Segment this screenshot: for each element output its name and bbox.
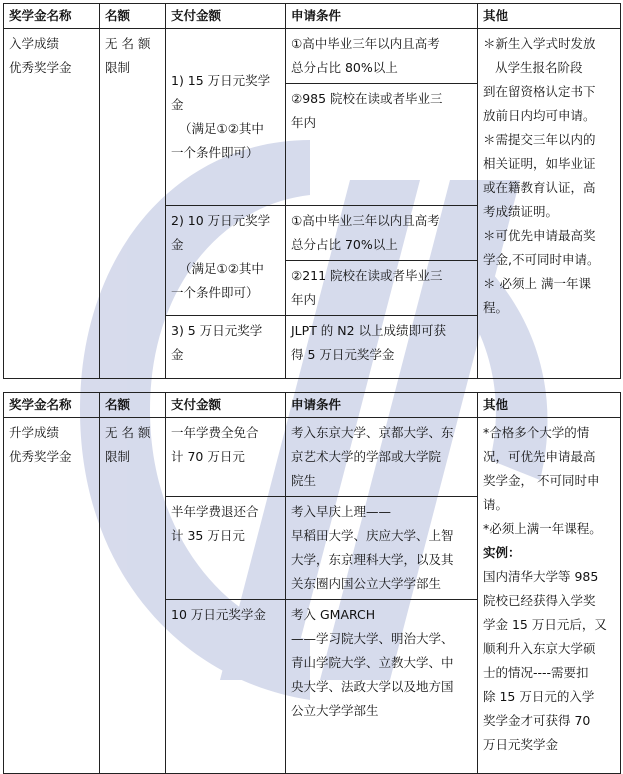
other-notes-cell: [478, 29, 621, 379]
condition-cell: [286, 316, 478, 379]
condition-cell: [286, 497, 478, 600]
condition-line: 央大学、法政大学以及地方国: [291, 679, 454, 694]
note-line: 万日元奖学金: [483, 737, 559, 752]
name-line: 入学成绩: [9, 36, 60, 51]
col-header-amount: 支付金额: [166, 4, 286, 29]
note-line: 况，可优先申请最高: [483, 449, 596, 464]
amount-cell-tier2: [166, 206, 286, 316]
note-line: ＊可优先申请最高奖: [483, 228, 596, 243]
condition-line: 关东圈内国公立大学学部生: [291, 576, 442, 591]
condition-cell: [286, 261, 478, 316]
amount-line: 3) 5 万日元奖学: [171, 323, 263, 338]
col-header-amount: 支付金额: [166, 393, 286, 418]
quota-line: 限制: [105, 60, 131, 75]
amount-line: 金: [171, 237, 184, 252]
condition-line: JLPT 的 N2 以上成绩即可获: [291, 323, 447, 338]
condition-line: 考入东京大学、京都大学、东: [291, 425, 454, 440]
name-line: 优秀奖学金: [9, 449, 72, 464]
note-line: 或在籍教育认证，高: [483, 180, 596, 195]
note-line: 从学生报名阶段: [495, 60, 583, 75]
condition-line: 青山学院大学、立教大学、中: [291, 655, 454, 670]
condition-line: ①高中毕业三年以内且高考: [291, 36, 440, 51]
amount-line: 半年学费退还合: [171, 504, 259, 519]
col-header-name: 奖学金名称: [4, 393, 100, 418]
note-line: 放前日内均可申请。: [483, 108, 596, 123]
note-line: 奖学金， 不可同时申: [483, 473, 600, 488]
condition-line: 公立大学学部生: [291, 703, 379, 718]
amount-cell: [166, 497, 286, 600]
condition-line: ②211 院校在读或者毕业三: [291, 268, 443, 283]
name-line: 升学成绩: [9, 425, 60, 440]
condition-cell: [286, 600, 478, 774]
col-header-name: 奖学金名称: [4, 4, 100, 29]
note-line: 奖学金才可获得 70: [483, 713, 591, 728]
condition-line: ①高中毕业三年以内且高考: [291, 213, 440, 228]
condition-cell: [286, 206, 478, 261]
other-notes-cell: [478, 418, 621, 774]
note-line: *必须上满一年课程。: [483, 521, 602, 536]
note-line: 学金 15 万日元后，又: [483, 617, 607, 632]
condition-line: 考入 GMARCH: [291, 607, 376, 622]
amount-line: 一个条件即可）: [171, 285, 259, 300]
col-header-quota: 名额: [100, 393, 166, 418]
note-line: 除 15 万日元的入学: [483, 689, 595, 704]
col-header-other: 其他: [478, 393, 621, 418]
note-line: ＊需提交三年以内的: [483, 132, 596, 147]
condition-line: ②985 院校在读或者毕业三: [291, 91, 443, 106]
entrance-scholarship-table: [3, 3, 621, 379]
condition-line: 早稻田大学、庆应大学、上智: [291, 528, 454, 543]
amount-line: 2) 10 万日元奖学: [171, 213, 271, 228]
note-line: 国内清华大学等 985: [483, 569, 599, 584]
advancement-scholarship-table: [3, 392, 621, 774]
note-line: 院校已经获得入学奖: [483, 593, 596, 608]
amount-cell-tier3: [166, 316, 286, 379]
amount-line: 金: [171, 97, 184, 112]
note-line: 学金,不可同时申请。: [483, 252, 600, 267]
scholarship-name-cell: [4, 418, 100, 774]
amount-line: （满足①②其中: [179, 261, 264, 276]
amount-line: 金: [171, 347, 184, 362]
note-line: ＊新生入学式时发放: [483, 36, 596, 51]
condition-cell: [286, 418, 478, 497]
quota-line: 限制: [105, 449, 131, 464]
condition-cell: [286, 84, 478, 206]
quota-cell: [100, 29, 166, 379]
condition-line: 年内: [291, 292, 317, 307]
condition-line: 大学，东京理科大学，以及其: [291, 552, 454, 567]
note-line: 顺利升入东京大学硕: [483, 641, 596, 656]
amount-line: 计 70 万日元: [171, 449, 245, 464]
col-header-quota: 名额: [100, 4, 166, 29]
note-line: 相关证明，如毕业证: [483, 156, 596, 171]
note-line: 考成绩证明。: [483, 204, 559, 219]
amount-line: （满足①②其中: [179, 121, 264, 136]
note-line: 程。: [483, 300, 509, 315]
amount-line: 一个条件即可）: [171, 145, 259, 160]
condition-line: 京艺术大学的学部或大学院: [291, 449, 442, 464]
amount-line: 1) 15 万日元奖学: [171, 73, 271, 88]
condition-line: 年内: [291, 115, 317, 130]
note-line: 到在留资格认定书下: [483, 84, 596, 99]
condition-cell: [286, 29, 478, 84]
example-label: 实例：: [483, 545, 521, 560]
condition-line: 得 5 万日元奖学金: [291, 347, 395, 362]
condition-line: 考入早庆上理——: [291, 504, 392, 519]
name-line: 优秀奖学金: [9, 60, 72, 75]
col-header-conditions: 申请条件: [286, 4, 478, 29]
amount-line: 10 万日元奖学金: [171, 607, 266, 622]
condition-line: 院生: [291, 473, 317, 488]
quota-line: 无 名 额: [105, 425, 151, 440]
condition-line: ——学习院大学、明治大学、: [291, 631, 454, 646]
note-line: ＊ 必须上 满一年课: [483, 276, 591, 291]
col-header-other: 其他: [478, 4, 621, 29]
amount-cell-tier1: [166, 29, 286, 206]
note-line: 请。: [483, 497, 509, 512]
note-line: 士的情况----需要扣: [483, 665, 589, 680]
quota-line: 无 名 额: [105, 36, 151, 51]
scholarship-name-cell: [4, 29, 100, 379]
col-header-conditions: 申请条件: [286, 393, 478, 418]
condition-line: 总分占比 70%以上: [291, 237, 398, 252]
amount-line: 计 35 万日元: [171, 528, 245, 543]
condition-line: 总分占比 80%以上: [291, 60, 398, 75]
amount-cell: [166, 600, 286, 774]
amount-line: 一年学费全免合: [171, 425, 259, 440]
quota-cell: [100, 418, 166, 774]
note-line: *合格多个大学的情: [483, 425, 590, 440]
amount-cell: [166, 418, 286, 497]
